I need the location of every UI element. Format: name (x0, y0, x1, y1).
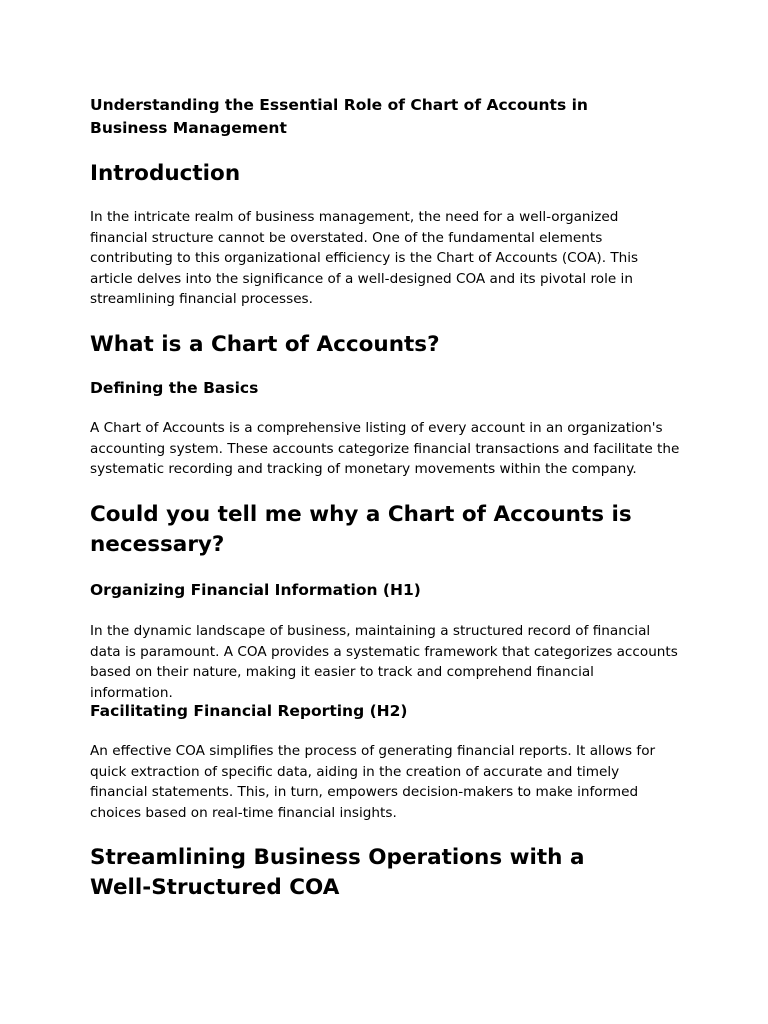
paragraph-introduction: In the intricate realm of business management, the need for a well-organized financial structure cannot be overstated. One of the fundamental elements contributing to this organizational efficiency is the Chart of Accounts (COA). This article delves into the significance of a well-designed COA and its pivotal role in streamlining financial processes. (90, 209, 639, 308)
heading-introduction: Introduction (90, 161, 241, 186)
heading-what-is-chart-of-accounts: What is a Chart of Accounts? (90, 332, 440, 357)
paragraph-organizing-financial-information: In the dynamic landscape of business, maintaining a structured record of financial data is paramount. A COA provides a systematic framework that categorizes accounts based on their nature, making it easier to track and comprehend financial information. (90, 623, 678, 701)
subheading-facilitating-financial-reporting: Facilitating Financial Reporting (H2) (90, 702, 408, 720)
heading-why-necessary: Could you tell me why a Chart of Accounts is necessary? (90, 502, 632, 557)
paragraph-facilitating-financial-reporting: An effective COA simplifies the process of generating financial reports. It allows for quick extraction of specific data, aiding in the creation of accurate and timely financial statements. This, in turn, empowers decision-makers to make informed choices based on real-time financial insights. (90, 743, 656, 821)
heading-streamlining-business-operations: Streamlining Business Operations with a Well-Structured COA (90, 845, 585, 900)
subheading-defining-the-basics: Defining the Basics (90, 379, 259, 397)
document-title: Understanding the Essential Role of Chart of Accounts in Business Management (90, 96, 588, 137)
paragraph-defining-the-basics: A Chart of Accounts is a comprehensive listing of every account in an organization's accounting system. These accounts categorize financial transactions and facilitate the systematic recording and tracking of monetary movements within the company. (90, 420, 680, 478)
subheading-organizing-financial-information: Organizing Financial Information (H1) (90, 581, 421, 599)
